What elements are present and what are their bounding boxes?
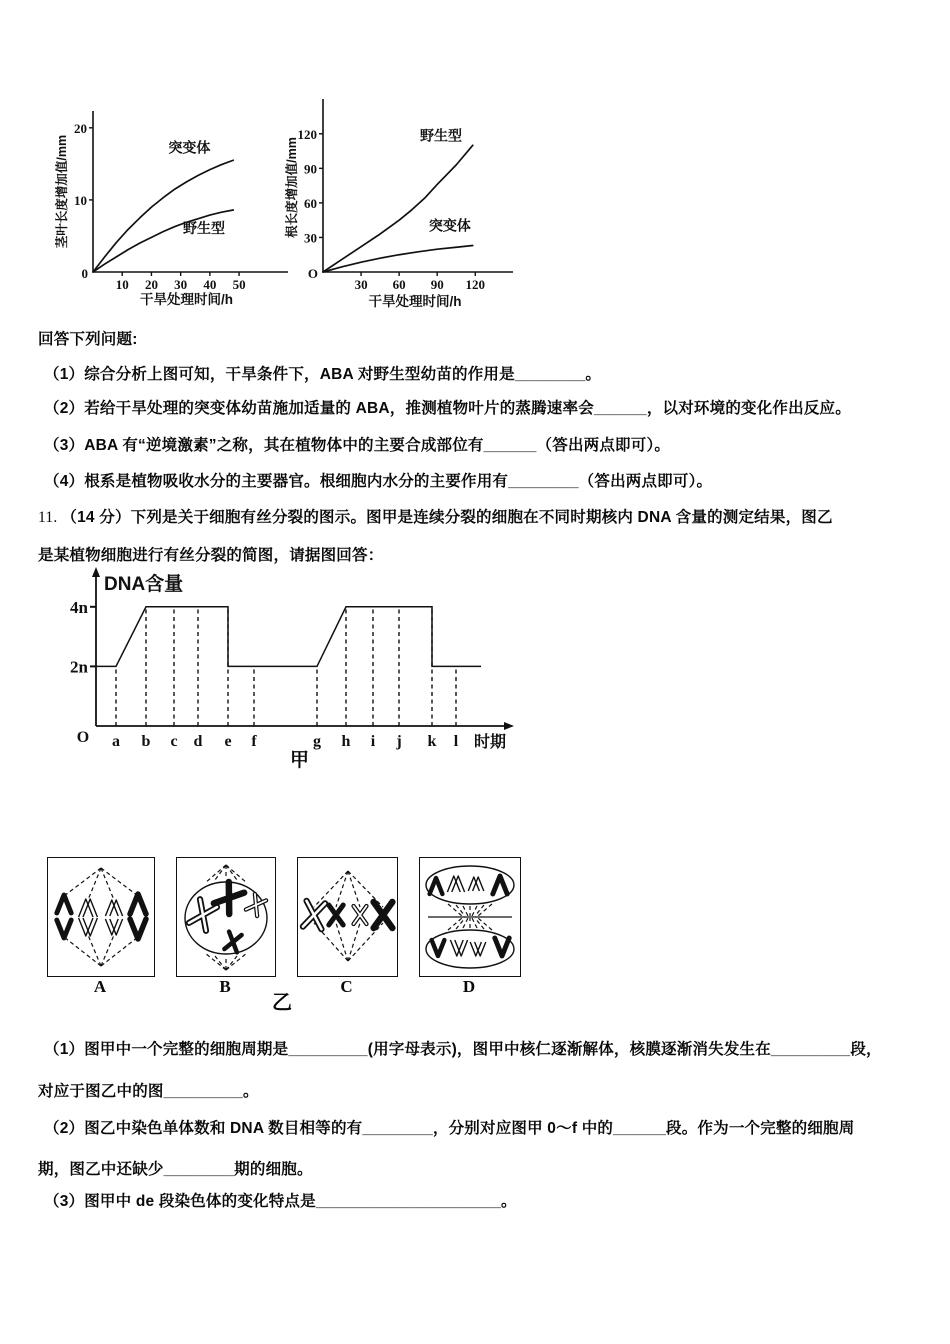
q10-item-3: （3）ABA 有“逆境激素”之称，其在植物体中的主要合成部位有______（答出两点即可）。 (44, 437, 671, 454)
svg-text:30: 30 (174, 277, 188, 292)
cell-diagram-a-drawing (48, 858, 154, 976)
q11-intro-line1 (38, 508, 833, 528)
q10-item-2: （2）若给干旱处理的突变体幼苗施加适量的 ABA，推测植物叶片的蒸腾速率会______，以对环境的变化作出反应。 (44, 400, 851, 417)
svg-text:4n: 4n (70, 597, 88, 617)
cell-diagram-a (47, 857, 155, 977)
svg-text:10: 10 (115, 277, 129, 292)
svg-text:O: O (76, 729, 90, 746)
q11-intro-text: （14 分）下列是关于细胞有丝分裂的图示。图甲是连续分裂的细胞在不同时期核内 DNA 含量的测定结果，图乙 (61, 509, 833, 526)
svg-text:l: l (453, 733, 459, 750)
svg-text:g: g (313, 733, 321, 750)
svg-text:60: 60 (392, 277, 406, 292)
svg-text:根长度增加值/mm: 根长度增加值/mm (285, 137, 299, 238)
q11-item-2-line2: 期，图乙中还缺少________期的细胞。 (38, 1161, 313, 1178)
svg-text:f: f (251, 733, 257, 750)
svg-text:c: c (170, 733, 178, 750)
q11-item-1-line2: 对应于图乙中的图_________。 (38, 1083, 259, 1100)
svg-text:120: 120 (465, 277, 486, 292)
figure-yi-caption: 乙 (272, 992, 292, 1014)
svg-text:30: 30 (354, 277, 368, 292)
figure-jia-caption: 甲 (290, 750, 310, 771)
cell-diagram-c-drawing (298, 858, 397, 976)
svg-text:50: 50 (232, 277, 246, 292)
svg-text:10: 10 (74, 192, 87, 208)
svg-text:突变体: 突变体 (428, 217, 471, 234)
svg-text:90: 90 (304, 161, 317, 177)
svg-text:20: 20 (144, 277, 158, 292)
q11-number: 11. (38, 509, 58, 526)
svg-text:突变体: 突变体 (168, 139, 211, 156)
svg-text:时期: 时期 (474, 734, 507, 751)
cell-diagram-d-drawing (420, 858, 520, 976)
svg-text:d: d (193, 733, 203, 750)
svg-text:2n: 2n (70, 657, 88, 677)
svg-text:野生型: 野生型 (420, 127, 463, 144)
svg-text:k: k (427, 733, 437, 750)
svg-text:a: a (112, 733, 120, 750)
q11-item-3-line1: （3）图甲中 de 段染色体的变化特点是_____________________。 (44, 1193, 517, 1210)
q11-item-1-line1: （1）图甲中一个完整的细胞周期是_________(用字母表示)，图甲中核仁逐渐解体，核膜逐渐消失发生在_________段， (44, 1041, 882, 1058)
svg-text:0: 0 (81, 266, 88, 281)
q10-item-1: （1）综合分析上图可知，干旱条件下，ABA 对野生型幼苗的作用是________。 (44, 366, 602, 383)
q10-prompt: 回答下列问题: (38, 331, 138, 348)
svg-text:120: 120 (297, 126, 317, 142)
svg-text:h: h (341, 733, 351, 750)
svg-text:DNA含量: DNA含量 (104, 574, 184, 595)
q11-item-2-line1: （2）图乙中染色单体数和 DNA 数目相等的有________，分别对应图甲 0～f 中的______段。作为一个完整的细胞周 (44, 1120, 855, 1137)
q10-item-4: （4）根系是植物吸收水分的主要器官。根细胞内水分的主要作用有________（答出两点即可）。 (44, 473, 713, 490)
svg-text:90: 90 (430, 277, 444, 292)
cell-diagram-d (419, 857, 521, 977)
svg-text:茎叶长度增加值/mm: 茎叶长度增加值/mm (55, 134, 69, 249)
q11-intro-line2: 是某植物细胞进行有丝分裂的简图，请据图回答： (38, 547, 384, 564)
svg-text:野生型: 野生型 (183, 220, 226, 237)
dna-content-chart (60, 563, 530, 768)
svg-text:e: e (224, 733, 232, 750)
svg-text:40: 40 (203, 277, 217, 292)
cell-diagram-b-drawing (177, 858, 275, 976)
cell-diagram-c (297, 857, 398, 977)
svg-text:b: b (141, 733, 151, 750)
svg-text:干旱处理时间/h: 干旱处理时间/h (140, 292, 233, 307)
root-length-chart (285, 95, 515, 310)
svg-text:干旱处理时间/h: 干旱处理时间/h (368, 294, 462, 309)
cell-diagram-c-label: C (340, 977, 353, 996)
svg-text:30: 30 (304, 230, 317, 246)
svg-text:i: i (370, 733, 376, 750)
svg-text:O: O (307, 266, 318, 281)
stem-leaf-length-chart (55, 103, 290, 308)
cell-diagram-b-label: B (219, 977, 231, 996)
cell-diagram-b (176, 857, 276, 977)
cell-diagram-d-label: D (462, 977, 476, 996)
svg-text:j: j (396, 733, 402, 750)
svg-text:60: 60 (304, 195, 317, 211)
cell-diagram-a-label: A (93, 977, 107, 996)
svg-text:20: 20 (74, 120, 87, 136)
